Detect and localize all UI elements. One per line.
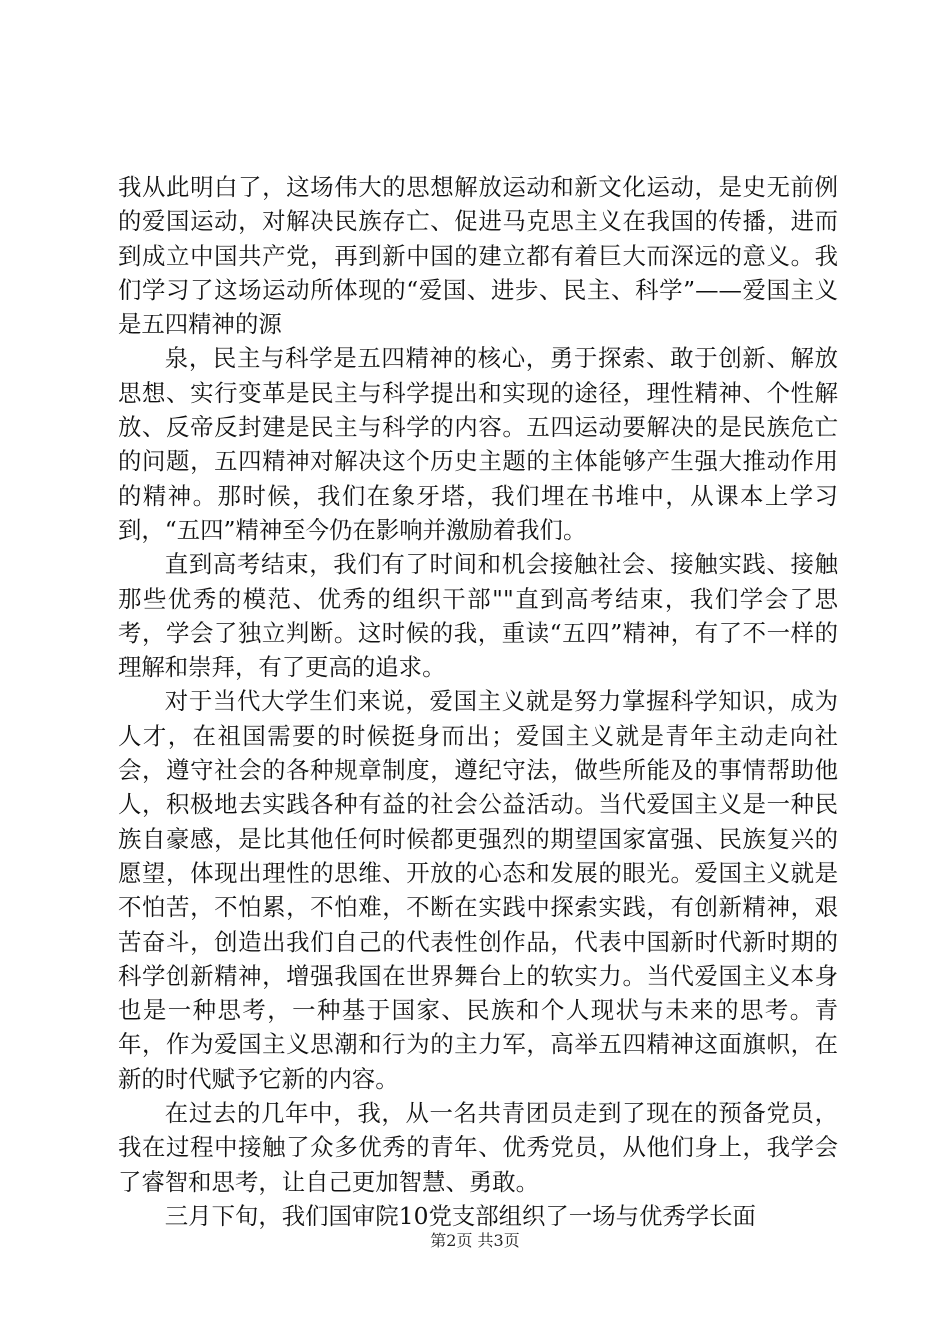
paragraph-5: 在过去的几年中，我，从一名共青团员走到了现在的预备党员，我在过程中接触了众多优秀的青年、优秀党员，从他们身上，我学会了睿智和思考，让自己更加智慧、勇敢。 <box>118 1099 838 1196</box>
paragraph-4: 对于当代大学生们来说，爱国主义就是努力掌握科学知识，成为人才，在祖国需要的时候挺身而出；爱国主义就是青年主动走向社会，遵守社会的各种规章制度，遵纪守法，做些所能及的事情帮助他人，积极地去实践各种有益的社会公益活动。当代爱国主义是一种民族自豪感，是比其他任何时候都更强烈的期望国家富强、民族复兴的愿望，体现出理性的思维、开放的心态和发展的眼光。爱国主义就是不怕苦，不怕累，不怕难，不断在实践中探索实践，有创新精神，艰苦奋斗，创造出我们自己的代表性创作品，代表中国新时代新时期的科学创新精神，增强我国在世界舞台上的软实力。当代爱国主义本身也是一种思考，一种基于国家、民族和个人现状与未来的思考。青年，作为爱国主义思潮和行为的主力军，高举五四精神这面旗帜，在新的时代赋予它新的内容。 <box>118 687 838 1093</box>
paragraph-6: 三月下旬，我们国审院10党支部组织了一场与优秀学长面 <box>164 1201 756 1230</box>
paragraph-1: 我从此明白了，这场伟大的思想解放运动和新文化运动，是史无前例的爱国运动，对解决民族存亡、促进马克思主义在我国的传播，进而到成立中国共产党，再到新中国的建立都有着巨大而深远的意义。我们学习了这场运动所体现的“爱国、进步、民主、科学”——爱国主义是五四精神的源 <box>118 173 838 339</box>
paragraph-2: 泉，民主与科学是五四精神的核心，勇于探索、敢于创新、解放思想、实行变革是民主与科学提出和实现的途径，理性精神、个性解放、反帝反封建是民主与科学的内容。五四运动要解决的是民族危亡的问题，五四精神对解决这个历史主题的主体能够产生强大推动作用的精神。那时候，我们在象牙塔，我们埋在书堆中，从课本上学习到，“五四”精神至今仍在影响并激励着我们。 <box>118 344 838 544</box>
page-number-footer: 第2页 共3页 <box>430 1231 520 1250</box>
paragraph-3: 直到高考结束，我们有了时间和机会接触社会、接触实践、接触那些优秀的模范、优秀的组织干部""直到高考结束，我们学会了思考，学会了独立判断。这时候的我，重读“五四”精神，有了不一样的理解和崇拜，有了更高的追求。 <box>118 550 838 682</box>
document-body <box>118 170 838 1233</box>
